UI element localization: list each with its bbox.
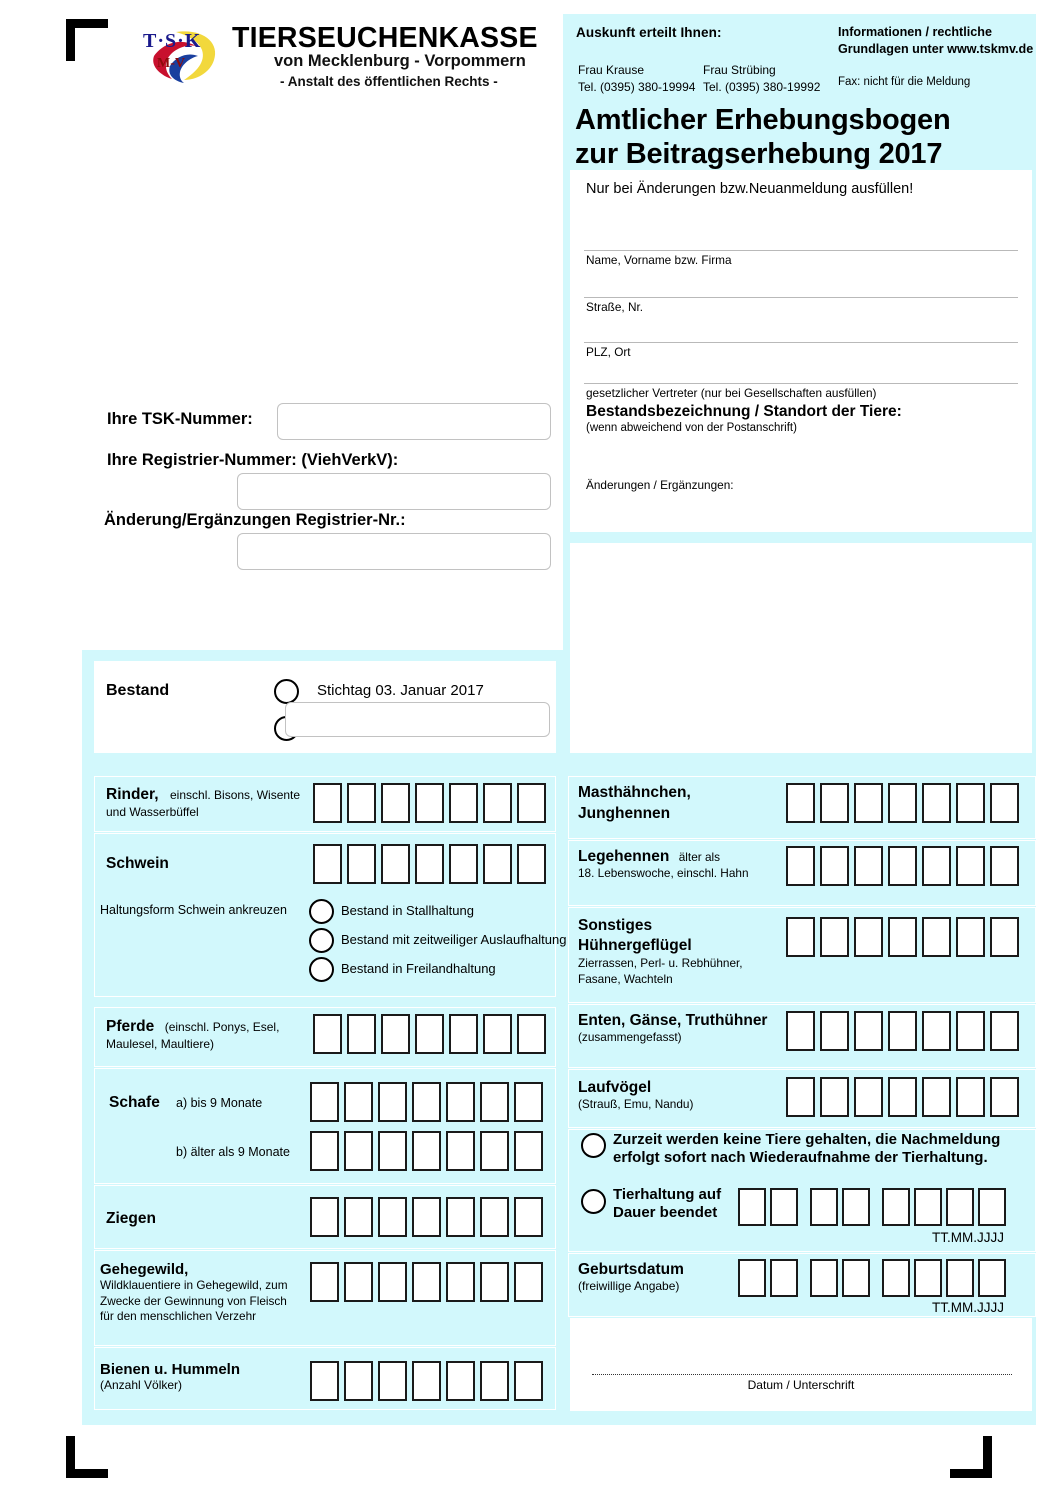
row-enten-boxes[interactable] [786,1011,1019,1051]
signature-card[interactable] [570,1318,1032,1411]
row-bienen-boxes[interactable] [310,1361,543,1401]
page-title-line1: Amtlicher Erhebungsbogen [575,104,951,136]
input-cell[interactable] [412,1262,441,1302]
input-cell[interactable] [310,1197,339,1237]
input-cell[interactable] [888,917,917,957]
input-cell[interactable] [956,1011,985,1051]
crop-mark-top-left [66,19,108,61]
input-cell[interactable] [820,783,849,823]
input-cell[interactable] [347,783,376,823]
date-cell-month[interactable] [810,1259,838,1297]
contact-krause-tel: Tel. (0395) 380-19994 [578,80,696,95]
input-cell[interactable] [517,844,546,884]
input-cell[interactable] [483,1014,512,1054]
bestand-stichtag-label: Stichtag 03. Januar 2017 [317,682,484,699]
input-cell[interactable] [449,844,478,884]
haltungsform-label-freiland: Bestand in Freilandhaltung [341,961,496,976]
declaration-keine-tiere-text: Zurzeit werden keine Tiere gehalten, die Nachmeldung erfolgt sofort nach Wiederaufnahme der Tierhaltung. [613,1131,1001,1167]
logo-mv-letters: M-V [157,56,185,71]
input-cell[interactable] [483,783,512,823]
input-cell[interactable] [956,783,985,823]
address-rule-name [584,250,1018,251]
contact-struebing-name: Frau Strübing [703,63,776,77]
input-cell[interactable] [480,1262,509,1302]
tsk-number-input[interactable] [277,403,551,440]
input-cell[interactable] [820,846,849,886]
input-cell[interactable] [888,846,917,886]
input-cell[interactable] [990,1077,1019,1117]
input-cell[interactable] [449,1014,478,1054]
date-cell-year[interactable] [914,1259,942,1297]
input-cell[interactable] [378,1262,407,1302]
bestandsbezeichnung-heading: Bestandsbezeichnung / Standort der Tiere: [586,403,902,420]
input-cell[interactable] [888,1011,917,1051]
input-cell[interactable] [415,844,444,884]
haltungsform-radio-auslauf[interactable] [309,928,334,953]
register-change-label: Änderung/Ergänzungen Registrier-Nr.: [104,511,406,529]
date-cell-month[interactable] [842,1188,870,1226]
input-cell[interactable] [347,844,376,884]
row-laufvoegel-boxes[interactable] [786,1077,1019,1117]
input-cell[interactable] [786,1077,815,1117]
input-cell[interactable] [381,1014,410,1054]
input-cell[interactable] [480,1082,509,1122]
row-schafe-b-label: b) älter als 9 Monate [176,1145,290,1159]
address-caption-city: PLZ, Ort [586,345,631,359]
row-sonstiges-label: Sonstiges Hühnergeflügel Zierrassen, Perl- u. Rebhühner, Fasane, Wachteln [578,917,743,986]
address-rule-rep [584,383,1018,384]
date-cell-day[interactable] [770,1259,798,1297]
date-cell-year[interactable] [978,1188,1006,1226]
input-cell[interactable] [381,783,410,823]
input-cell[interactable] [412,1082,441,1122]
tsk-logo-mark [140,26,228,84]
input-cell[interactable] [517,1014,546,1054]
row-schafe-a-boxes[interactable] [310,1082,543,1122]
address-fill-note: Nur bei Änderungen bzw.Neuanmeldung ausfüllen! [586,181,914,197]
contact-krause [578,62,695,97]
date-cell-day[interactable] [770,1188,798,1226]
row-masthaehnchen-label: Masthähnchen, Junghennen [578,784,691,822]
input-cell[interactable] [446,1262,475,1302]
input-cell[interactable] [412,1131,441,1171]
input-cell[interactable] [446,1361,475,1401]
row-schwein-boxes[interactable] [313,844,546,884]
input-cell[interactable] [922,846,951,886]
birthdate-date-boxes[interactable] [738,1259,1006,1297]
address-card [570,170,1032,532]
info-website-block: Informationen / rechtliche Grundlagen unter www.tskmv.de [838,25,1034,56]
changes-caption: Änderungen / Ergänzungen: [586,478,734,492]
contact-struebing-tel: Tel. (0395) 380-19992 [703,80,821,95]
input-cell[interactable] [514,1131,543,1171]
input-cell[interactable] [956,846,985,886]
row-schwein-label: Schwein [106,855,169,872]
input-cell[interactable] [922,917,951,957]
declaration-date-boxes[interactable] [738,1188,1006,1226]
page-title-line2: zur Beitragserhebung 2017 [575,138,943,171]
input-cell[interactable] [344,1361,373,1401]
row-schafe-b-boxes[interactable] [310,1131,543,1171]
declaration-radio-beendet[interactable] [581,1189,606,1214]
input-cell[interactable] [313,844,342,884]
input-cell[interactable] [888,1077,917,1117]
input-cell[interactable] [888,783,917,823]
date-cell-year[interactable] [946,1188,974,1226]
input-cell[interactable] [412,1197,441,1237]
input-cell[interactable] [344,1131,373,1171]
row-laufvoegel-label: Laufvögel (Strauß, Emu, Nandu) [578,1079,694,1111]
input-cell[interactable] [517,783,546,823]
date-cell-month[interactable] [810,1188,838,1226]
row-sonstiges-boxes[interactable] [786,917,1019,957]
input-cell[interactable] [820,917,849,957]
haltungsform-radio-stall[interactable] [309,899,334,924]
input-cell[interactable] [990,846,1019,886]
input-cell[interactable] [786,1011,815,1051]
address-caption-street: Straße, Nr. [586,300,644,314]
input-cell[interactable] [514,1361,543,1401]
row-ziegen-label: Ziegen [106,1210,156,1227]
bestand-am-input[interactable] [285,702,550,737]
input-cell[interactable] [378,1131,407,1171]
row-gehegewild-boxes[interactable] [310,1262,543,1302]
input-cell[interactable] [310,1131,339,1171]
input-cell[interactable] [415,783,444,823]
input-cell[interactable] [786,917,815,957]
input-cell[interactable] [854,783,883,823]
signature-caption: Datum / Unterschrift [747,1378,855,1392]
input-cell[interactable] [310,1082,339,1122]
auskunft-label: Auskunft erteilt Ihnen: [576,25,722,40]
input-cell[interactable] [956,917,985,957]
row-pferde-label: Pferde (einschl. Ponys, Esel, Maulesel, Maultiere) [106,1018,280,1051]
input-cell[interactable] [990,783,1019,823]
row-masthaehnchen-boxes[interactable] [786,783,1019,823]
row-bienen-label: Bienen u. Hummeln (Anzahl Völker) [100,1361,241,1392]
input-cell[interactable] [449,783,478,823]
input-cell[interactable] [378,1082,407,1122]
input-cell[interactable] [480,1131,509,1171]
row-legehennen-boxes[interactable] [786,846,1019,886]
haltungsform-prompt: Haltungsform Schwein ankreuzen [100,903,287,917]
birthdate-date-format-hint: TT.MM.JJJJ [932,1300,1004,1315]
row-gehegewild-label: Gehegewild, Wildklauentiere in Gehegewild, zum Zwecke der Gewinnung von Fleisch für den menschlichen Verzehr [100,1261,288,1324]
address-rule-street [584,297,1018,298]
birthdate-label: Geburtsdatum (freiwillige Angabe) [578,1261,684,1293]
bestandsbezeichnung-sub: (wenn abweichend von der Postanschrift) [586,422,797,434]
row-legehennen-label: Legehennen älter als 18. Lebenswoche, einschl. Hahn [578,848,749,880]
date-cell-day[interactable] [738,1259,766,1297]
contact-krause-name: Frau Krause [578,63,645,77]
fax-note: Fax: nicht für die Meldung [838,76,971,88]
declaration-beendet-text: Tierhaltung auf Dauer beendet [613,1186,722,1222]
input-cell[interactable] [446,1131,475,1171]
input-cell[interactable] [820,1011,849,1051]
input-cell[interactable] [820,1077,849,1117]
date-cell-year[interactable] [946,1259,974,1297]
input-cell[interactable] [514,1262,543,1302]
input-cell[interactable] [854,1077,883,1117]
input-cell[interactable] [854,917,883,957]
crop-mark-bottom-left [66,1436,108,1478]
contact-struebing [703,62,820,97]
row-rinder-label: Rinder, einschl. Bisons, Wisente und Wasserbüffel [106,786,301,819]
input-cell[interactable] [480,1197,509,1237]
date-cell-year[interactable] [978,1259,1006,1297]
input-cell[interactable] [446,1197,475,1237]
date-cell-day[interactable] [738,1188,766,1226]
date-cell-year[interactable] [882,1259,910,1297]
input-cell[interactable] [990,917,1019,957]
input-cell[interactable] [514,1082,543,1122]
input-cell[interactable] [344,1082,373,1122]
input-cell[interactable] [786,846,815,886]
input-cell[interactable] [514,1197,543,1237]
tsk-logo [140,22,560,102]
input-cell[interactable] [922,1011,951,1051]
crop-mark-bottom-right [950,1436,992,1478]
input-cell[interactable] [990,1011,1019,1051]
tsk-number-label: Ihre TSK-Nummer: [107,410,253,428]
input-cell[interactable] [381,844,410,884]
input-cell[interactable] [446,1082,475,1122]
row-enten-label: Enten, Gänse, Truthühner (zusammengefasst) [578,1012,768,1044]
declaration-radio-keine-tiere[interactable] [581,1133,606,1158]
input-cell[interactable] [415,1014,444,1054]
input-cell[interactable] [344,1197,373,1237]
page-title [575,103,950,171]
row-schafe-a-label: a) bis 9 Monate [176,1096,263,1110]
address-caption-rep: gesetzlicher Vertreter (nur bei Gesellschaften ausfüllen) [586,386,877,400]
row-pferde-boxes[interactable] [313,1014,546,1054]
row-ziegen-boxes[interactable] [310,1197,543,1237]
input-cell[interactable] [922,783,951,823]
address-caption-name: Name, Vorname bzw. Firma [586,253,732,267]
bestand-radio-stichtag[interactable] [274,679,299,704]
notes-blank-card[interactable] [570,543,1032,753]
logo-title-line2: von Mecklenburg - Vorpommern [274,52,526,70]
declaration-date-format-hint: TT.MM.JJJJ [932,1230,1004,1245]
input-cell[interactable] [854,846,883,886]
signature-line [592,1374,1012,1375]
input-cell[interactable] [956,1077,985,1117]
input-cell[interactable] [483,844,512,884]
logo-tsk-letters: T·S·K [143,30,202,52]
register-change-input[interactable] [237,533,551,570]
haltungsform-radio-freiland[interactable] [309,957,334,982]
input-cell[interactable] [412,1361,441,1401]
bestand-label: Bestand [106,682,170,699]
input-cell[interactable] [344,1262,373,1302]
address-rule-city [584,342,1018,343]
date-cell-year[interactable] [914,1188,942,1226]
input-cell[interactable] [854,1011,883,1051]
input-cell[interactable] [310,1262,339,1302]
date-cell-month[interactable] [842,1259,870,1297]
logo-title-line1: TIERSEUCHENKASSE [232,22,538,54]
row-rinder-boxes[interactable] [313,783,546,823]
date-cell-year[interactable] [882,1188,910,1226]
input-cell[interactable] [480,1361,509,1401]
input-cell[interactable] [313,783,342,823]
register-number-input[interactable] [237,473,551,510]
input-cell[interactable] [786,783,815,823]
logo-title-line3: - Anstalt des öffentlichen Rechts - [280,74,498,89]
input-cell[interactable] [378,1197,407,1237]
input-cell[interactable] [922,1077,951,1117]
register-number-label: Ihre Registrier-Nummer: (ViehVerkV): [107,451,399,469]
haltungsform-label-stall: Bestand in Stallhaltung [341,903,474,918]
row-schafe-label: Schafe [109,1094,160,1111]
input-cell[interactable] [347,1014,376,1054]
input-cell[interactable] [310,1361,339,1401]
haltungsform-label-auslauf: Bestand mit zeitweiliger Auslaufhaltung [341,932,567,947]
input-cell[interactable] [313,1014,342,1054]
input-cell[interactable] [378,1361,407,1401]
